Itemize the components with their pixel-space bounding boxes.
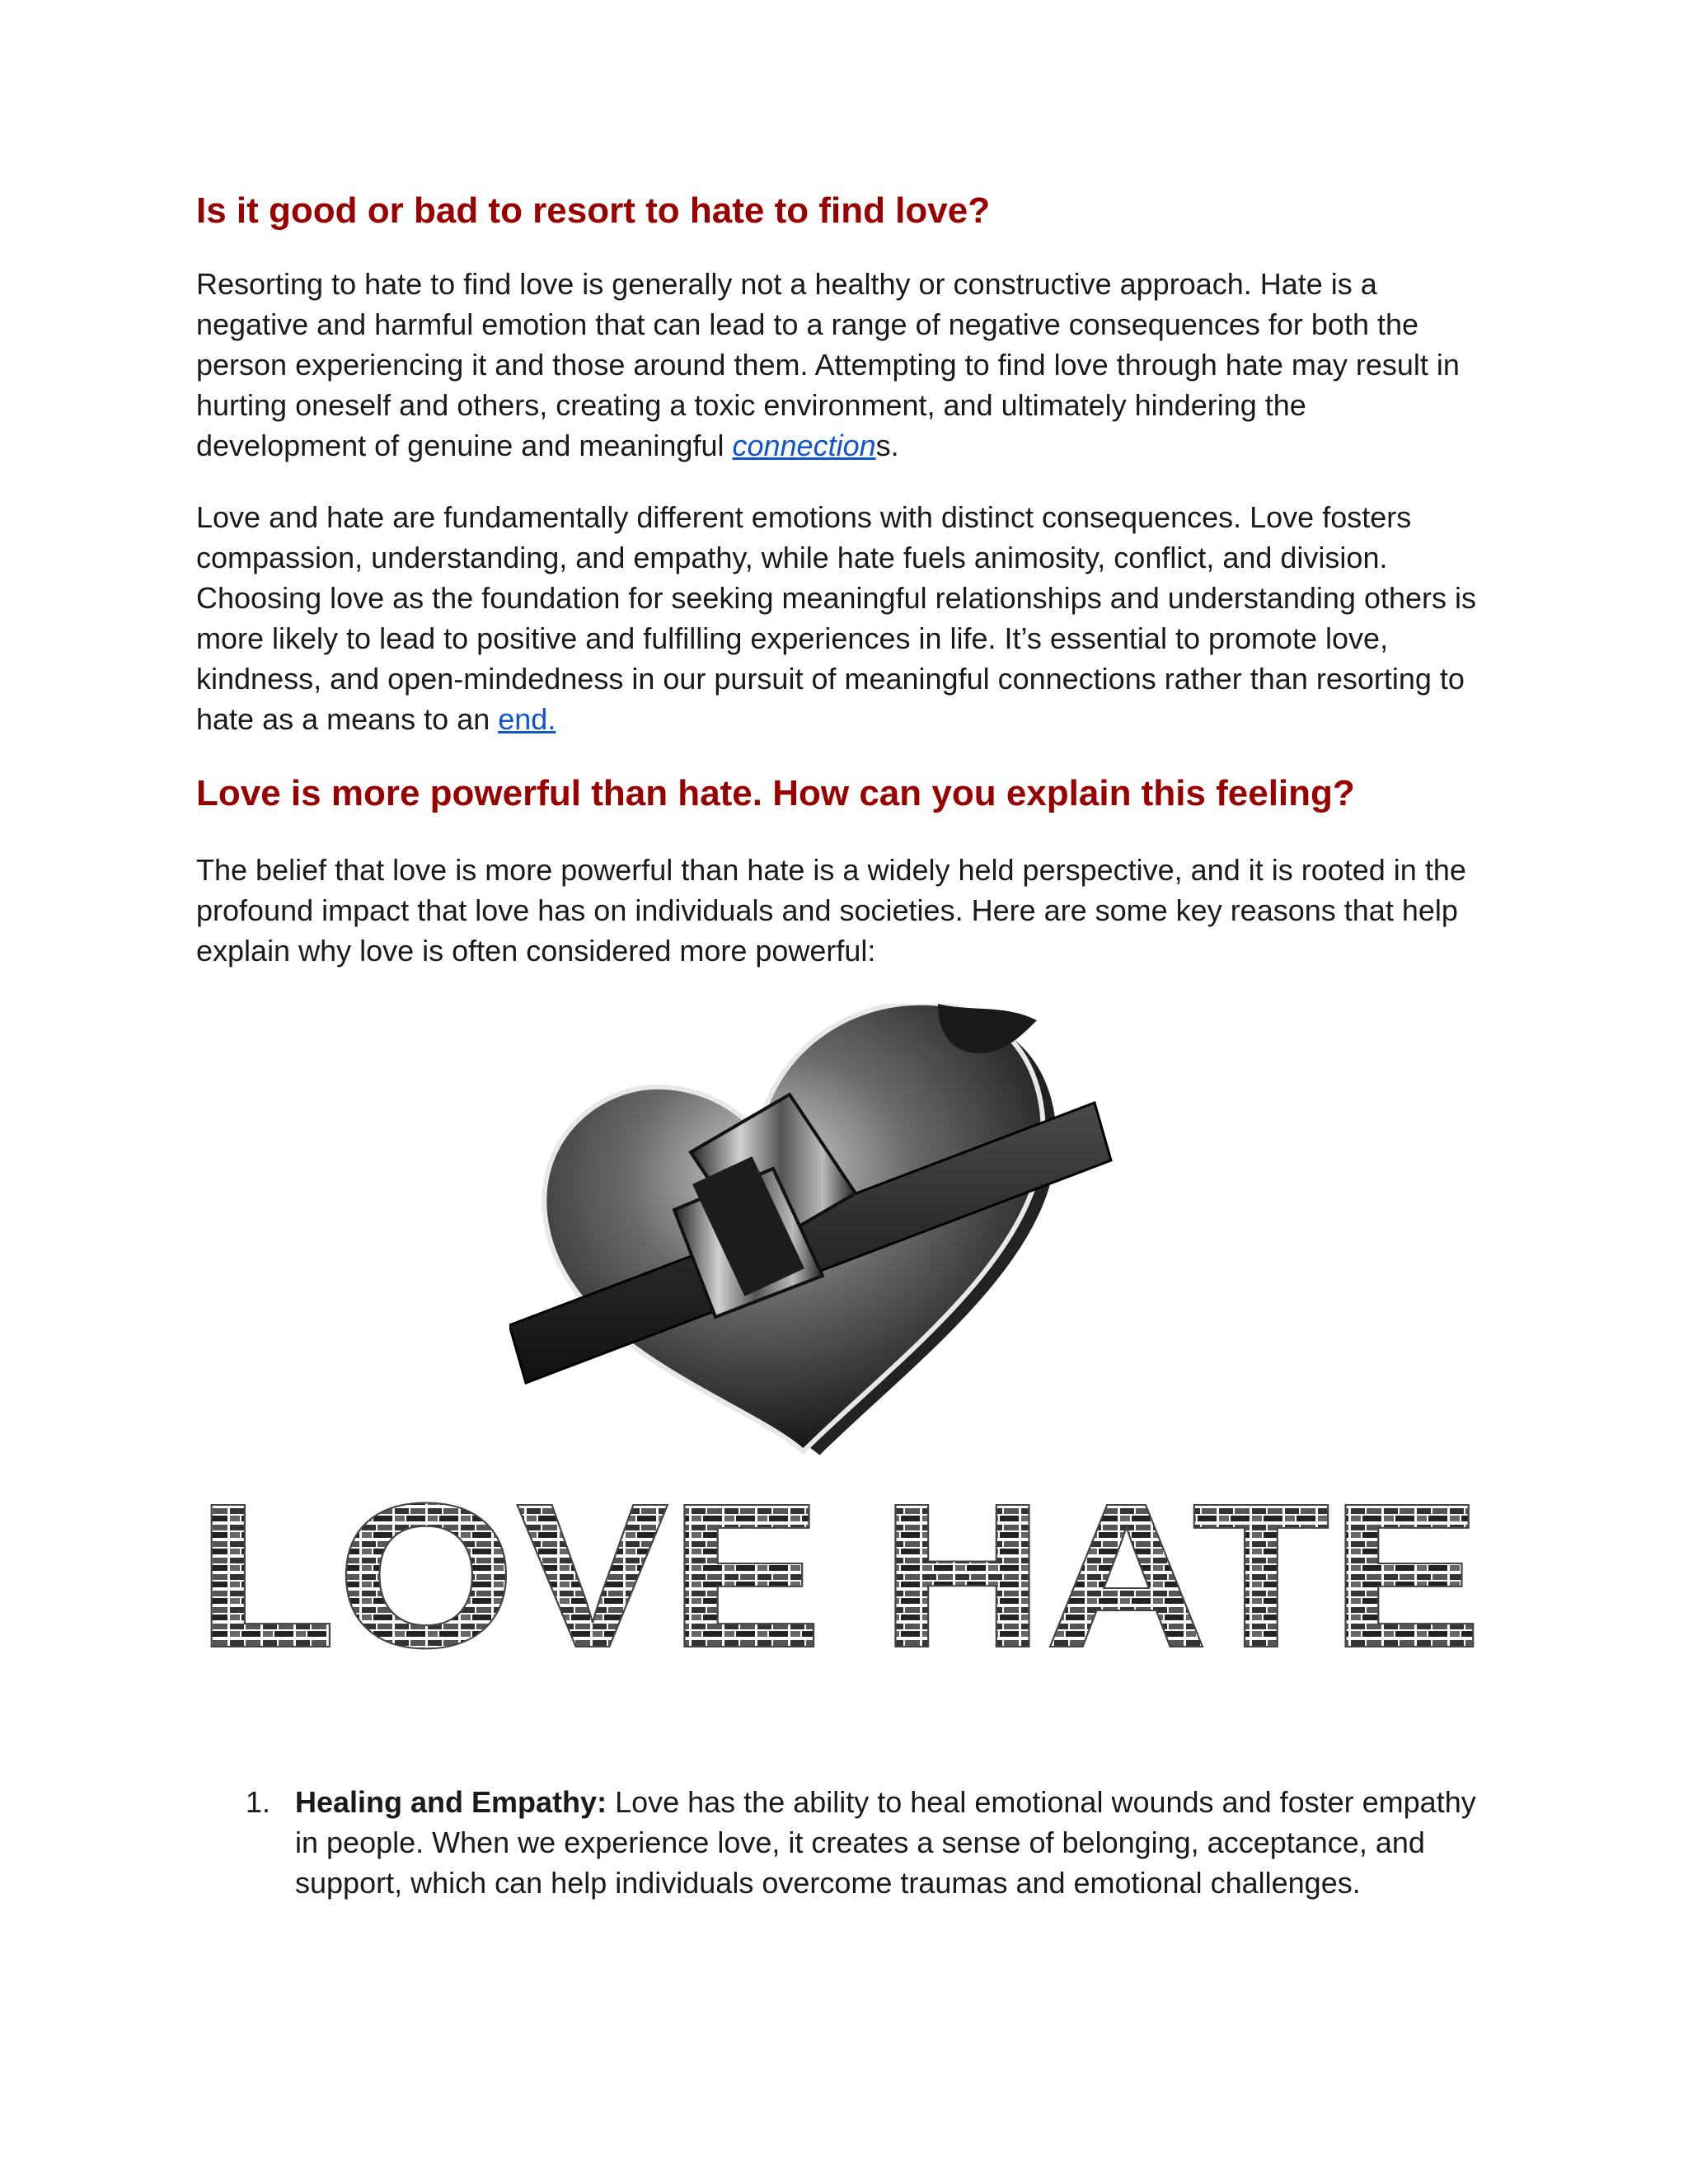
paragraph-text-suffix: s. [875,429,899,462]
paragraph-love-and-hate-differ [196,497,1482,739]
paragraph-text: Resorting to hate to find love is generally not a healthy or constructive approach. Hate is a negative and harmful emotion that can lead to a range of negative consequences for both the person experiencing it and those around them. Attempting to find love through hate may result in hurting oneself and others, creating a toxic environment, and ultimately hindering the development of genuine and meaningful [196,267,1460,462]
paragraph-belief-love-powerful: The belief that love is more powerful than hate is a widely held perspective, and it is rooted in the profound impact that love has on individuals and societies. Here are some key reasons that help explain why love is often considered more powerful: [196,853,1466,968]
love-word: LOVE [196,1474,823,1671]
list-item-number: 1. [246,1785,271,1819]
bandaged-heart-image [509,1004,1136,1465]
love-hate-illustration [196,1004,1482,1680]
end-link[interactable]: end. [498,702,556,736]
love-hate-typography [196,1474,1482,1671]
reasons-list [196,1782,1482,1903]
list-item-title: Healing and Empathy: [295,1785,607,1819]
connection-link[interactable]: connection [732,429,876,462]
paragraph-text: Love and hate are fundamentally different emotions with distinct consequences. Love fosters compassion, understanding, and empathy, while hate fuels animosity, conflict, and division. Choosing love as the foundation for seeking meaningful relationships and understanding others is more likely to lead to positive and fulfilling experiences in life. It’s essential to promote love, kindness, and open-mindedness in our pursuit of meaningful connections rather than resorting to hate as a means to an [196,500,1477,736]
paragraph-resorting-to-hate [196,264,1482,466]
hate-word: HATE [880,1474,1482,1671]
section-heading-love-more-powerful: Love is more powerful than hate. How can you explain this feeling? [196,773,1355,813]
list-item [196,1782,1482,1903]
document-page [196,188,1482,1903]
list-item-text: Love has the ability to heal emotional wounds and foster empathy in people. When we experience love, it creates a sense of belonging, acceptance, and support, which can help individuals overcome traumas and emotional challenges. [295,1785,1476,1900]
section-heading-good-or-bad: Is it good or bad to resort to hate to find love? [196,190,991,231]
